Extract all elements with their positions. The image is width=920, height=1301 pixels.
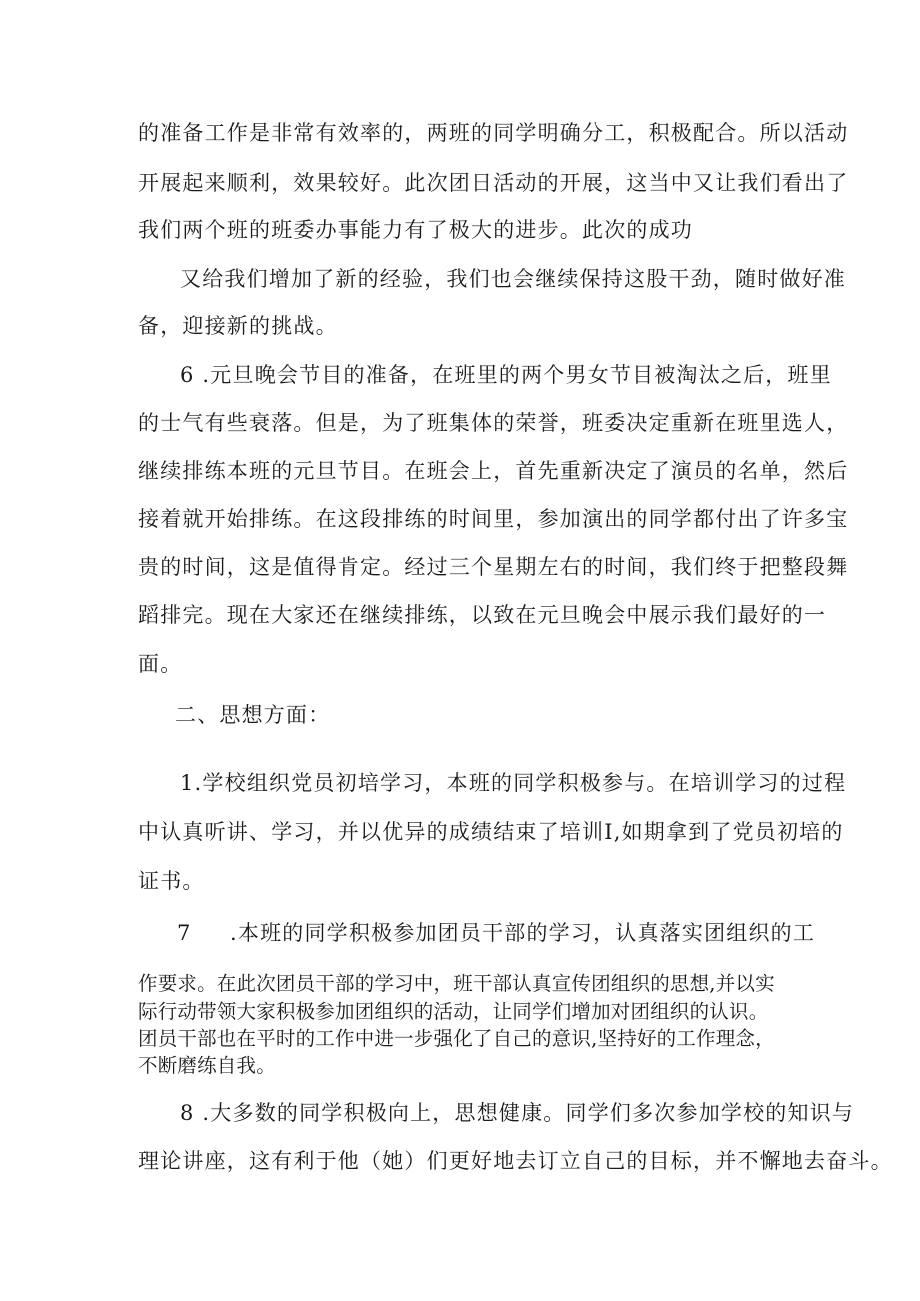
text-line: 作要求。在此次团员干部的学习中，班干部认真宣传团组织的思想,并以实 — [138, 972, 775, 995]
text-line: 又给我们增加了新的经验，我们也会继续保持这股干劲，随时做好准 — [180, 267, 846, 291]
list-number: 7 — [177, 921, 191, 945]
text-line: 8 .大多数的同学积极向上，思想健康。同学们多次参加学校的知识与 — [180, 1101, 855, 1125]
text-line: 证书。 — [138, 869, 205, 893]
section-heading: 二、思想方面： — [175, 703, 331, 727]
text-line: 理论讲座，这有利于他（她）们更好地去订立自己的目标，并不懈地去奋斗。 — [138, 1149, 893, 1173]
text-line: 贵的时间，这是值得肯定。经过三个星期左右的时间，我们终于把整段舞 — [138, 555, 849, 579]
text-line: 团员干部也在平时的工作中进一步强化了自己的意识,坚持好的工作理念， — [138, 1027, 775, 1050]
text-line: 1.学校组织党员初培学习，本班的同学积极参与。在培训学习的过程 — [180, 771, 847, 795]
text-line: 中认真听讲、学习，并以优异的成绩结束了培训I,如期拿到了党员初培的 — [138, 820, 844, 844]
text-line: 接着就开始排练。在这段排练的时间里，参加演出的同学都付出了许多宝 — [138, 507, 849, 531]
text-line: 备，迎接新的挑战。 — [138, 314, 338, 338]
text-line: 际行动带领大家积极参加团组织的活动，让同学们增加对团组织的认识。 — [138, 1000, 769, 1023]
text-line: 面。 — [138, 652, 183, 676]
text-line: .本班的同学积极参加团员干部的学习，认真落实团组织的工 — [230, 921, 816, 945]
text-line: 我们两个班的班委办事能力有了极大的进步。此次的成功 — [138, 218, 693, 242]
text-line: 继续排练本班的元旦节目。在班会上，首先重新决定了演员的名单，然后 — [138, 459, 849, 483]
text-line: 的士气有些衰落。但是，为了班集体的荣誉，班委决定重新在班里选人， — [138, 411, 849, 435]
text-line: 6 .元旦晚会节目的准备，在班里的两个男女节目被淘汰之后，班里 — [180, 363, 832, 387]
text-line: 蹈排完。现在大家还在继续排练，以致在元旦晚会中展示我们最好的一 — [138, 603, 827, 627]
text-line: 的准备工作是非常有效率的，两班的同学明确分工，积极配合。所以活动 — [138, 121, 849, 145]
text-line: 不断磨练自我。 — [138, 1054, 276, 1077]
text-line: 开展起来顺利，效果较好。此次团日活动的开展，这当中又让我们看出了 — [138, 171, 849, 195]
